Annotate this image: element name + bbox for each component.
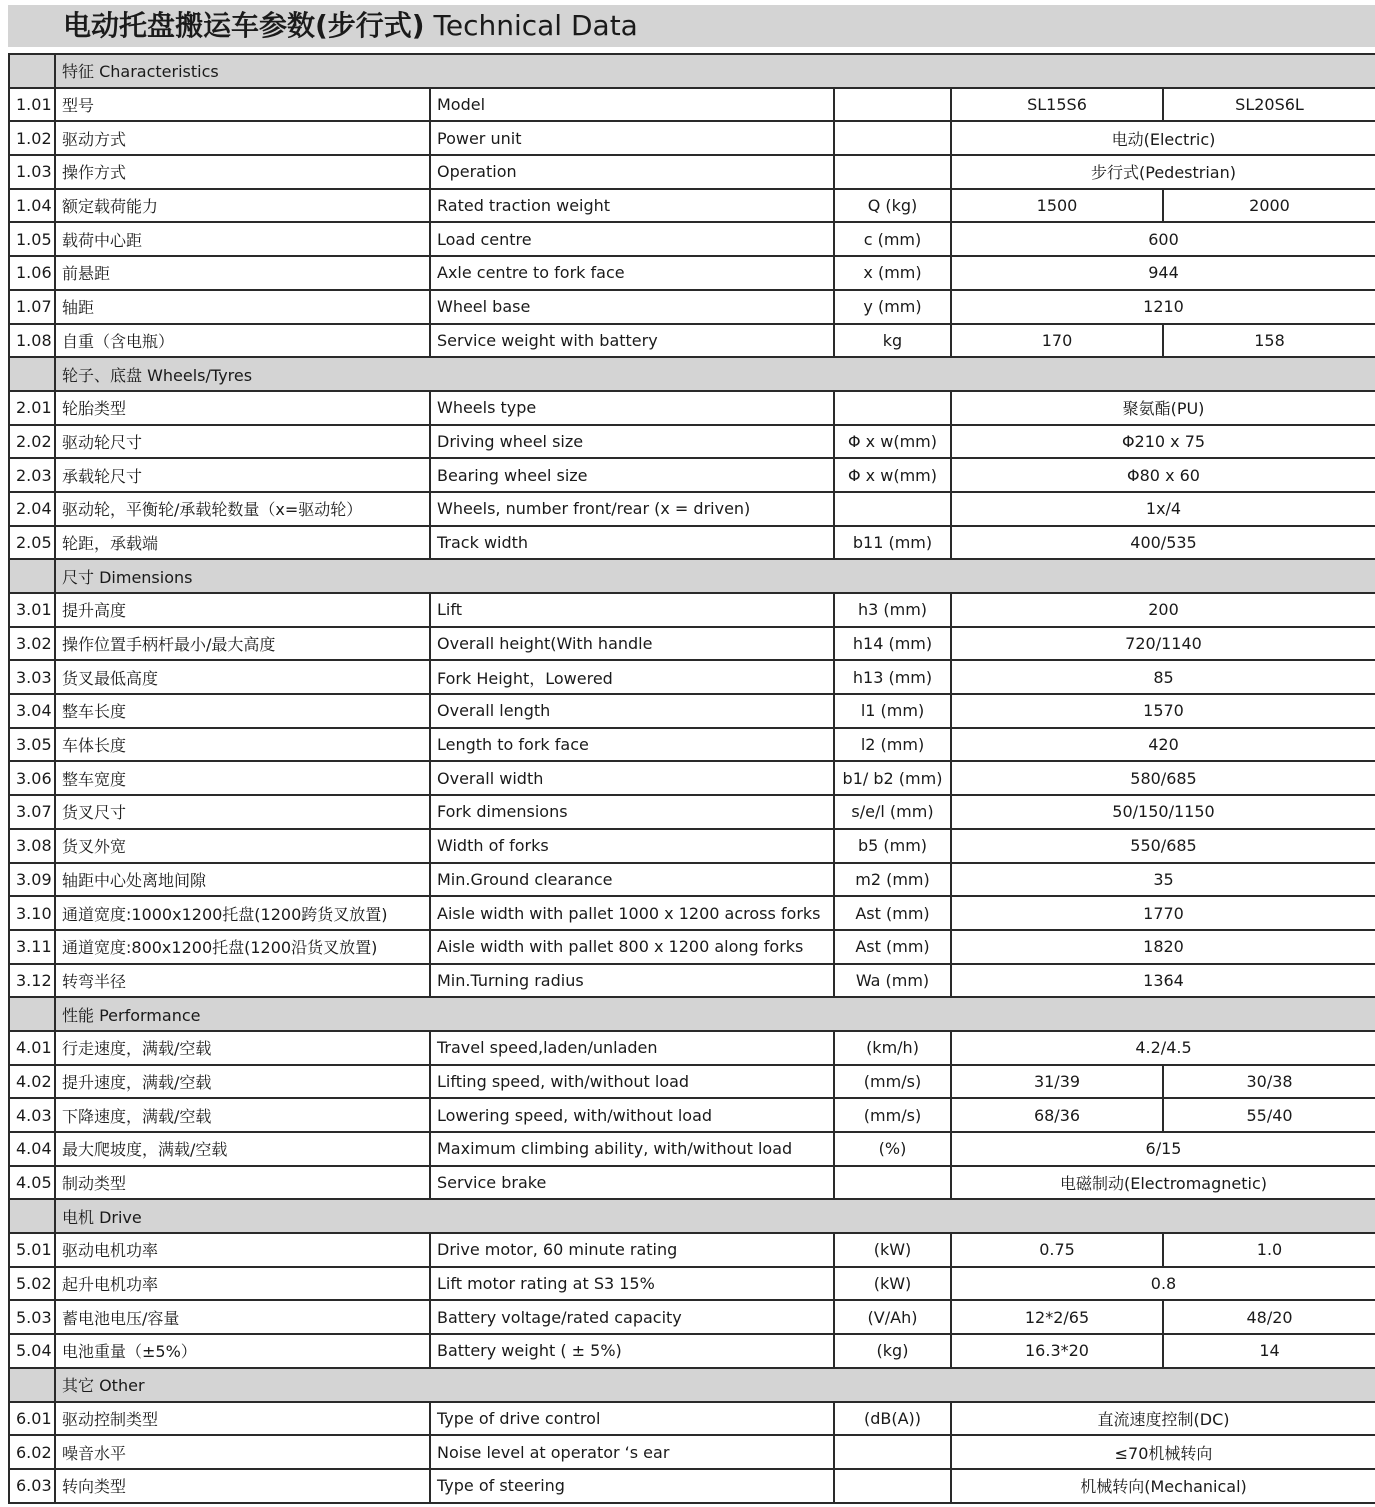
- table-row: [9, 324, 1375, 358]
- row-value: 1570: [951, 694, 1375, 728]
- row-label-en: Fork Height，Lowered: [430, 660, 834, 694]
- row-number: 6.03: [9, 1469, 55, 1503]
- table-row: [9, 189, 1375, 223]
- row-unit: Φ x w(mm): [834, 458, 951, 492]
- section-blank-cell: [9, 54, 55, 88]
- row-unit: b1/ b2 (mm): [834, 761, 951, 795]
- row-label-cn: 电池重量（±5%）: [55, 1334, 430, 1368]
- row-value: 直流速度控制(DC): [951, 1402, 1375, 1436]
- row-label-en: Driving wheel size: [430, 425, 834, 459]
- row-value-sl20s6l: 1.0: [1163, 1233, 1375, 1267]
- row-value: Φ210 x 75: [951, 425, 1375, 459]
- table-row: [9, 930, 1375, 964]
- table-row: [9, 761, 1375, 795]
- row-label-cn: 轮距，承载端: [55, 526, 430, 560]
- row-unit: [834, 155, 951, 189]
- row-number: 1.03: [9, 155, 55, 189]
- spec-table: [8, 53, 1375, 1504]
- row-label-cn: 载荷中心距: [55, 222, 430, 256]
- row-label-cn: 转向类型: [55, 1469, 430, 1503]
- row-number: 4.03: [9, 1098, 55, 1132]
- table-row: [9, 1300, 1375, 1334]
- title-cn: 电动托盘搬运车参数(步行式): [63, 9, 425, 42]
- row-unit: [834, 1435, 951, 1469]
- row-label-en: Drive motor, 60 minute rating: [430, 1233, 834, 1267]
- row-label-cn: 最大爬坡度，满载/空载: [55, 1132, 430, 1166]
- table-row: [9, 593, 1375, 627]
- table-row: [9, 795, 1375, 829]
- row-unit: (mm/s): [834, 1098, 951, 1132]
- row-value: 600: [951, 222, 1375, 256]
- table-row: [9, 1334, 1375, 1368]
- row-label-cn: 额定载荷能力: [55, 189, 430, 223]
- row-value: 0.8: [951, 1267, 1375, 1301]
- table-row: [9, 290, 1375, 324]
- table-row: [9, 1166, 1375, 1200]
- row-label-en: Noise level at operator ‘s ear: [430, 1435, 834, 1469]
- row-number: 2.05: [9, 526, 55, 560]
- row-value: 50/150/1150: [951, 795, 1375, 829]
- section-title: 特征 Characteristics: [55, 54, 1375, 88]
- row-label-en: Wheel base: [430, 290, 834, 324]
- row-label-cn: 前悬距: [55, 256, 430, 290]
- row-label-cn: 驱动控制类型: [55, 1402, 430, 1436]
- row-value: 步行式(Pedestrian): [951, 155, 1375, 189]
- row-number: 3.09: [9, 863, 55, 897]
- row-label-en: Wheels, number front/rear (x = driven): [430, 492, 834, 526]
- row-value-sl20s6l: 48/20: [1163, 1300, 1375, 1334]
- row-label-en: Width of forks: [430, 829, 834, 863]
- row-label-cn: 型号: [55, 88, 430, 122]
- section-title: 其它 Other: [55, 1368, 1375, 1402]
- row-number: 5.03: [9, 1300, 55, 1334]
- row-label-en: Battery weight ( ± 5%): [430, 1334, 834, 1368]
- row-number: 1.06: [9, 256, 55, 290]
- row-value: 1364: [951, 964, 1375, 998]
- row-label-cn: 提升速度，满载/空载: [55, 1065, 430, 1099]
- row-value-sl20s6l: 30/38: [1163, 1065, 1375, 1099]
- section-title: 性能 Performance: [55, 997, 1375, 1031]
- row-unit: Ast (mm): [834, 896, 951, 930]
- row-value: 400/535: [951, 526, 1375, 560]
- table-row: [9, 1031, 1375, 1065]
- row-label-cn: 通道宽度:1000x1200托盘(1200跨货叉放置): [55, 896, 430, 930]
- row-unit: Wa (mm): [834, 964, 951, 998]
- row-number: 4.04: [9, 1132, 55, 1166]
- row-unit: s/e/l (mm): [834, 795, 951, 829]
- row-number: 3.02: [9, 627, 55, 661]
- row-number: 1.04: [9, 189, 55, 223]
- row-value: 1770: [951, 896, 1375, 930]
- row-label-cn: 转弯半径: [55, 964, 430, 998]
- table-row: [9, 694, 1375, 728]
- row-label-en: Lifting speed, with/without load: [430, 1065, 834, 1099]
- row-number: 3.08: [9, 829, 55, 863]
- table-row: [9, 829, 1375, 863]
- row-number: 4.02: [9, 1065, 55, 1099]
- row-label-cn: 货叉尺寸: [55, 795, 430, 829]
- row-label-cn: 制动类型: [55, 1166, 430, 1200]
- row-number: 3.07: [9, 795, 55, 829]
- table-row: [9, 863, 1375, 897]
- row-label-cn: 车体长度: [55, 728, 430, 762]
- row-label-en: Type of drive control: [430, 1402, 834, 1436]
- row-number: 4.01: [9, 1031, 55, 1065]
- row-label-cn: 自重（含电瓶）: [55, 324, 430, 358]
- row-number: 1.01: [9, 88, 55, 122]
- row-number: 1.08: [9, 324, 55, 358]
- table-row: [9, 728, 1375, 762]
- row-label-cn: 驱动轮，平衡轮/承载轮数量（x=驱动轮）: [55, 492, 430, 526]
- section-title: 轮子、底盘 Wheels/Tyres: [55, 357, 1375, 391]
- table-row: [9, 964, 1375, 998]
- row-value: 200: [951, 593, 1375, 627]
- row-unit: y (mm): [834, 290, 951, 324]
- row-unit: [834, 121, 951, 155]
- row-label-en: Axle centre to fork face: [430, 256, 834, 290]
- row-unit: c (mm): [834, 222, 951, 256]
- table-row: [9, 88, 1375, 122]
- row-unit: m2 (mm): [834, 863, 951, 897]
- row-label-cn: 操作方式: [55, 155, 430, 189]
- row-label-cn: 货叉外宽: [55, 829, 430, 863]
- row-value: 1210: [951, 290, 1375, 324]
- row-number: 3.12: [9, 964, 55, 998]
- row-label-en: Model: [430, 88, 834, 122]
- row-number: 5.01: [9, 1233, 55, 1267]
- row-label-cn: 货叉最低高度: [55, 660, 430, 694]
- table-row: [9, 526, 1375, 560]
- section-blank-cell: [9, 559, 55, 593]
- table-row: [9, 1435, 1375, 1469]
- row-number: 1.07: [9, 290, 55, 324]
- section-title: 电机 Drive: [55, 1199, 1375, 1233]
- table-row: [9, 391, 1375, 425]
- row-value: 944: [951, 256, 1375, 290]
- row-label-cn: 驱动轮尺寸: [55, 425, 430, 459]
- row-value: 720/1140: [951, 627, 1375, 661]
- row-value: 85: [951, 660, 1375, 694]
- section-header-row: [9, 54, 1375, 88]
- row-value: Φ80 x 60: [951, 458, 1375, 492]
- row-label-en: Lift: [430, 593, 834, 627]
- section-header-row: [9, 997, 1375, 1031]
- row-label-cn: 起升电机功率: [55, 1267, 430, 1301]
- table-row: [9, 1267, 1375, 1301]
- row-unit: [834, 492, 951, 526]
- table-row: [9, 121, 1375, 155]
- row-value: 电动(Electric): [951, 121, 1375, 155]
- row-value-sl15s6: 68/36: [951, 1098, 1163, 1132]
- row-label-en: Operation: [430, 155, 834, 189]
- section-header-row: [9, 1199, 1375, 1233]
- row-label-cn: 驱动电机功率: [55, 1233, 430, 1267]
- row-unit: (kW): [834, 1267, 951, 1301]
- row-value-sl20s6l: 14: [1163, 1334, 1375, 1368]
- row-label-en: Min.Turning radius: [430, 964, 834, 998]
- row-label-cn: 驱动方式: [55, 121, 430, 155]
- row-label-cn: 整车长度: [55, 694, 430, 728]
- row-unit: (mm/s): [834, 1065, 951, 1099]
- row-label-en: Track width: [430, 526, 834, 560]
- row-label-en: Travel speed,laden/unladen: [430, 1031, 834, 1065]
- row-unit: h14 (mm): [834, 627, 951, 661]
- row-label-cn: 轴距中心处离地间隙: [55, 863, 430, 897]
- row-value: 电磁制动(Electromagnetic): [951, 1166, 1375, 1200]
- row-label-en: Min.Ground clearance: [430, 863, 834, 897]
- row-label-cn: 下降速度，满载/空载: [55, 1098, 430, 1132]
- row-value: 6/15: [951, 1132, 1375, 1166]
- row-label-cn: 蓄电池电压/容量: [55, 1300, 430, 1334]
- row-label-en: Bearing wheel size: [430, 458, 834, 492]
- row-label-cn: 操作位置手柄杆最小/最大高度: [55, 627, 430, 661]
- section-blank-cell: [9, 1368, 55, 1402]
- table-row: [9, 222, 1375, 256]
- row-number: 3.05: [9, 728, 55, 762]
- row-number: 2.03: [9, 458, 55, 492]
- row-value-sl20s6l: 2000: [1163, 189, 1375, 223]
- row-label-cn: 行走速度，满载/空载: [55, 1031, 430, 1065]
- row-label-en: Lowering speed, with/without load: [430, 1098, 834, 1132]
- row-value: 聚氨酯(PU): [951, 391, 1375, 425]
- row-label-en: Overall height(With handle: [430, 627, 834, 661]
- row-value-sl20s6l: 55/40: [1163, 1098, 1375, 1132]
- row-label-en: Lift motor rating at S3 15%: [430, 1267, 834, 1301]
- row-number: 2.02: [9, 425, 55, 459]
- table-row: [9, 155, 1375, 189]
- table-row: [9, 1098, 1375, 1132]
- row-value-sl20s6l: 158: [1163, 324, 1375, 358]
- row-number: 4.05: [9, 1166, 55, 1200]
- row-value: 420: [951, 728, 1375, 762]
- section-header-row: [9, 1368, 1375, 1402]
- row-number: 1.02: [9, 121, 55, 155]
- row-label-en: Battery voltage/rated capacity: [430, 1300, 834, 1334]
- row-unit: [834, 88, 951, 122]
- row-number: 3.01: [9, 593, 55, 627]
- row-unit: [834, 1166, 951, 1200]
- table-row: [9, 492, 1375, 526]
- row-label-cn: 轮胎类型: [55, 391, 430, 425]
- row-unit: Φ x w(mm): [834, 425, 951, 459]
- row-unit: kg: [834, 324, 951, 358]
- row-number: 6.01: [9, 1402, 55, 1436]
- row-label-en: Wheels type: [430, 391, 834, 425]
- table-row: [9, 256, 1375, 290]
- table-row: [9, 425, 1375, 459]
- row-number: 1.05: [9, 222, 55, 256]
- row-unit: (%): [834, 1132, 951, 1166]
- row-value-sl15s6: 31/39: [951, 1065, 1163, 1099]
- row-number: 6.02: [9, 1435, 55, 1469]
- row-value-sl15s6: 12*2/65: [951, 1300, 1163, 1334]
- row-number: 3.03: [9, 660, 55, 694]
- row-unit: [834, 391, 951, 425]
- page-title: [63, 9, 638, 43]
- row-value: 550/685: [951, 829, 1375, 863]
- row-number: 5.02: [9, 1267, 55, 1301]
- row-value: 4.2/4.5: [951, 1031, 1375, 1065]
- row-label-en: Load centre: [430, 222, 834, 256]
- row-label-en: Overall length: [430, 694, 834, 728]
- row-unit: (kW): [834, 1233, 951, 1267]
- row-label-cn: 通道宽度:800x1200托盘(1200沿货叉放置): [55, 930, 430, 964]
- section-header-row: [9, 357, 1375, 391]
- table-row: [9, 1469, 1375, 1503]
- row-unit: (km/h): [834, 1031, 951, 1065]
- title-en: Technical Data: [433, 9, 638, 42]
- row-number: 5.04: [9, 1334, 55, 1368]
- row-value: 1820: [951, 930, 1375, 964]
- table-row: [9, 1402, 1375, 1436]
- row-label-en: Fork dimensions: [430, 795, 834, 829]
- row-unit: b5 (mm): [834, 829, 951, 863]
- table-row: [9, 627, 1375, 661]
- row-unit: h3 (mm): [834, 593, 951, 627]
- table-row: [9, 1233, 1375, 1267]
- row-value: ≤70机械转向: [951, 1435, 1375, 1469]
- row-label-en: Power unit: [430, 121, 834, 155]
- row-value: 580/685: [951, 761, 1375, 795]
- row-number: 3.06: [9, 761, 55, 795]
- row-number: 3.11: [9, 930, 55, 964]
- row-unit: l2 (mm): [834, 728, 951, 762]
- row-number: 2.01: [9, 391, 55, 425]
- section-blank-cell: [9, 997, 55, 1031]
- row-value: 机械转向(Mechanical): [951, 1469, 1375, 1503]
- row-label-en: Length to fork face: [430, 728, 834, 762]
- row-label-cn: 整车宽度: [55, 761, 430, 795]
- table-row: [9, 896, 1375, 930]
- row-unit: [834, 1469, 951, 1503]
- row-unit: x (mm): [834, 256, 951, 290]
- section-blank-cell: [9, 1199, 55, 1233]
- row-label-en: Aisle width with pallet 1000 x 1200 across forks: [430, 896, 834, 930]
- row-value-sl20s6l: SL20S6L: [1163, 88, 1375, 122]
- row-value: 35: [951, 863, 1375, 897]
- row-label-en: Maximum climbing ability, with/without load: [430, 1132, 834, 1166]
- row-value-sl15s6: 1500: [951, 189, 1163, 223]
- table-row: [9, 660, 1375, 694]
- row-label-en: Service brake: [430, 1166, 834, 1200]
- row-label-en: Rated traction weight: [430, 189, 834, 223]
- row-label-en: Overall width: [430, 761, 834, 795]
- table-row: [9, 1065, 1375, 1099]
- row-value: 1x/4: [951, 492, 1375, 526]
- section-blank-cell: [9, 357, 55, 391]
- row-label-cn: 承载轮尺寸: [55, 458, 430, 492]
- section-title: 尺寸 Dimensions: [55, 559, 1375, 593]
- row-label-en: Service weight with battery: [430, 324, 834, 358]
- row-label-cn: 轴距: [55, 290, 430, 324]
- row-number: 2.04: [9, 492, 55, 526]
- row-unit: l1 (mm): [834, 694, 951, 728]
- row-unit: (kg): [834, 1334, 951, 1368]
- row-label-en: Aisle width with pallet 800 x 1200 along forks: [430, 930, 834, 964]
- table-row: [9, 1132, 1375, 1166]
- row-value-sl15s6: 0.75: [951, 1233, 1163, 1267]
- row-number: 3.04: [9, 694, 55, 728]
- row-number: 3.10: [9, 896, 55, 930]
- row-unit: (V/Ah): [834, 1300, 951, 1334]
- title-bar: [8, 5, 1375, 47]
- section-header-row: [9, 559, 1375, 593]
- row-unit: Q (kg): [834, 189, 951, 223]
- row-unit: b11 (mm): [834, 526, 951, 560]
- row-value-sl15s6: 16.3*20: [951, 1334, 1163, 1368]
- row-unit: h13 (mm): [834, 660, 951, 694]
- row-unit: (dB(A)): [834, 1402, 951, 1436]
- row-label-cn: 提升高度: [55, 593, 430, 627]
- row-value-sl15s6: 170: [951, 324, 1163, 358]
- row-label-cn: 噪音水平: [55, 1435, 430, 1469]
- row-label-en: Type of steering: [430, 1469, 834, 1503]
- table-row: [9, 458, 1375, 492]
- row-value-sl15s6: SL15S6: [951, 88, 1163, 122]
- row-unit: Ast (mm): [834, 930, 951, 964]
